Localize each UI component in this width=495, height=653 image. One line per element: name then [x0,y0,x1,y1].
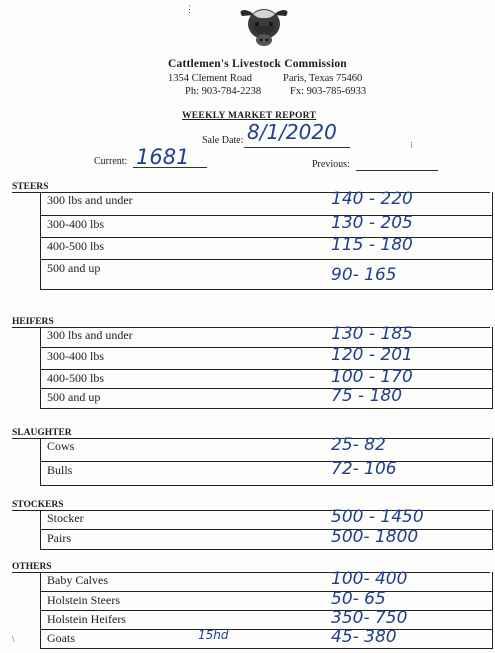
row-price: 45- 380 [331,627,397,647]
current-value: 1681 [136,145,190,169]
table-row [41,345,492,370]
row-price: 500 - 1450 [331,507,424,527]
row-price: 120 - 201 [331,345,413,365]
scan-mark: ⁝ [410,140,413,150]
row-price: 500- 1800 [331,527,419,547]
bull-head-icon [236,2,292,50]
heifers-table [40,324,493,409]
row-label: 500 and up [47,390,101,404]
row-label: 500 and up [47,261,101,275]
table-row [41,435,492,462]
table-row [41,527,492,550]
sale-date-value: 8/1/2020 [247,120,337,144]
row-price: 90- 165 [331,265,397,285]
row-label: Holstein Steers [47,593,120,607]
row-price: 100- 400 [331,569,408,589]
row-label: Goats [47,631,75,645]
others-table [40,569,493,649]
section-title-steers: STEERS [12,182,49,192]
scan-mark: ⋮ [185,4,194,14]
row-price: 140 - 220 [331,189,413,209]
section-title-slaughter: SLAUGHTER [12,428,72,438]
row-price: 115 - 180 [331,235,413,255]
current-label: Current: [94,156,128,167]
previous-line [356,170,438,171]
company-fax: Fx: 903-785-6933 [290,86,367,97]
table-row [41,189,492,216]
row-label: Baby Calves [47,573,108,587]
table-row [41,367,492,389]
table-row [41,260,492,290]
scan-mark: \ [12,634,15,644]
sale-date-label: Sale Date: [202,135,244,146]
row-price: 50- 65 [331,589,386,609]
row-label: Pairs [47,531,71,545]
section-title-stockers: STOCKERS [12,500,64,510]
report-title: WEEKLY MARKET REPORT [182,111,317,121]
company-address: 1354 Clement Road [168,73,252,84]
row-label: Cows [47,439,75,453]
table-row [41,459,492,486]
section-title-heifers: HEIFERS [12,317,54,327]
row-label: 300-400 lbs [47,349,104,363]
table-row [41,213,492,238]
row-label: 300 lbs and under [47,328,133,342]
current-line [133,167,207,168]
table-row [41,507,492,530]
row-price: 130 - 205 [331,213,413,233]
table-row [41,627,492,649]
company-phone: Ph: 903-784-2238 [185,86,262,97]
stockers-table [40,507,493,550]
table-row [41,608,492,630]
row-label: 300 lbs and under [47,193,133,207]
row-price: 75 - 180 [331,386,403,406]
row-price: 72- 106 [331,459,397,479]
steers-table [40,189,493,290]
table-row [41,569,492,592]
row-label: Bulls [47,463,73,477]
section-title-others: OTHERS [12,562,52,572]
company-city: Paris, Texas 75460 [283,73,363,84]
sale-date-line [244,147,350,148]
row-label: Holstein Heifers [47,612,126,626]
slaughter-table [40,435,493,486]
table-row [41,235,492,260]
table-row [41,324,492,348]
previous-label: Previous: [312,159,350,170]
row-price: 130 - 185 [331,324,413,344]
row-label: 400-500 lbs [47,371,104,385]
row-price: 100 - 170 [331,367,413,387]
row-price: 350- 750 [331,608,408,628]
row-label: 300-400 lbs [47,217,104,231]
table-row [41,589,492,611]
company-name: Cattlemen's Livestock Commission [168,58,347,70]
row-label: Stocker [47,511,84,525]
table-row [41,386,492,409]
row-price: 25- 82 [331,435,386,455]
row-label: 400-500 lbs [47,239,104,253]
goats-head-count: 15hd [198,628,229,642]
